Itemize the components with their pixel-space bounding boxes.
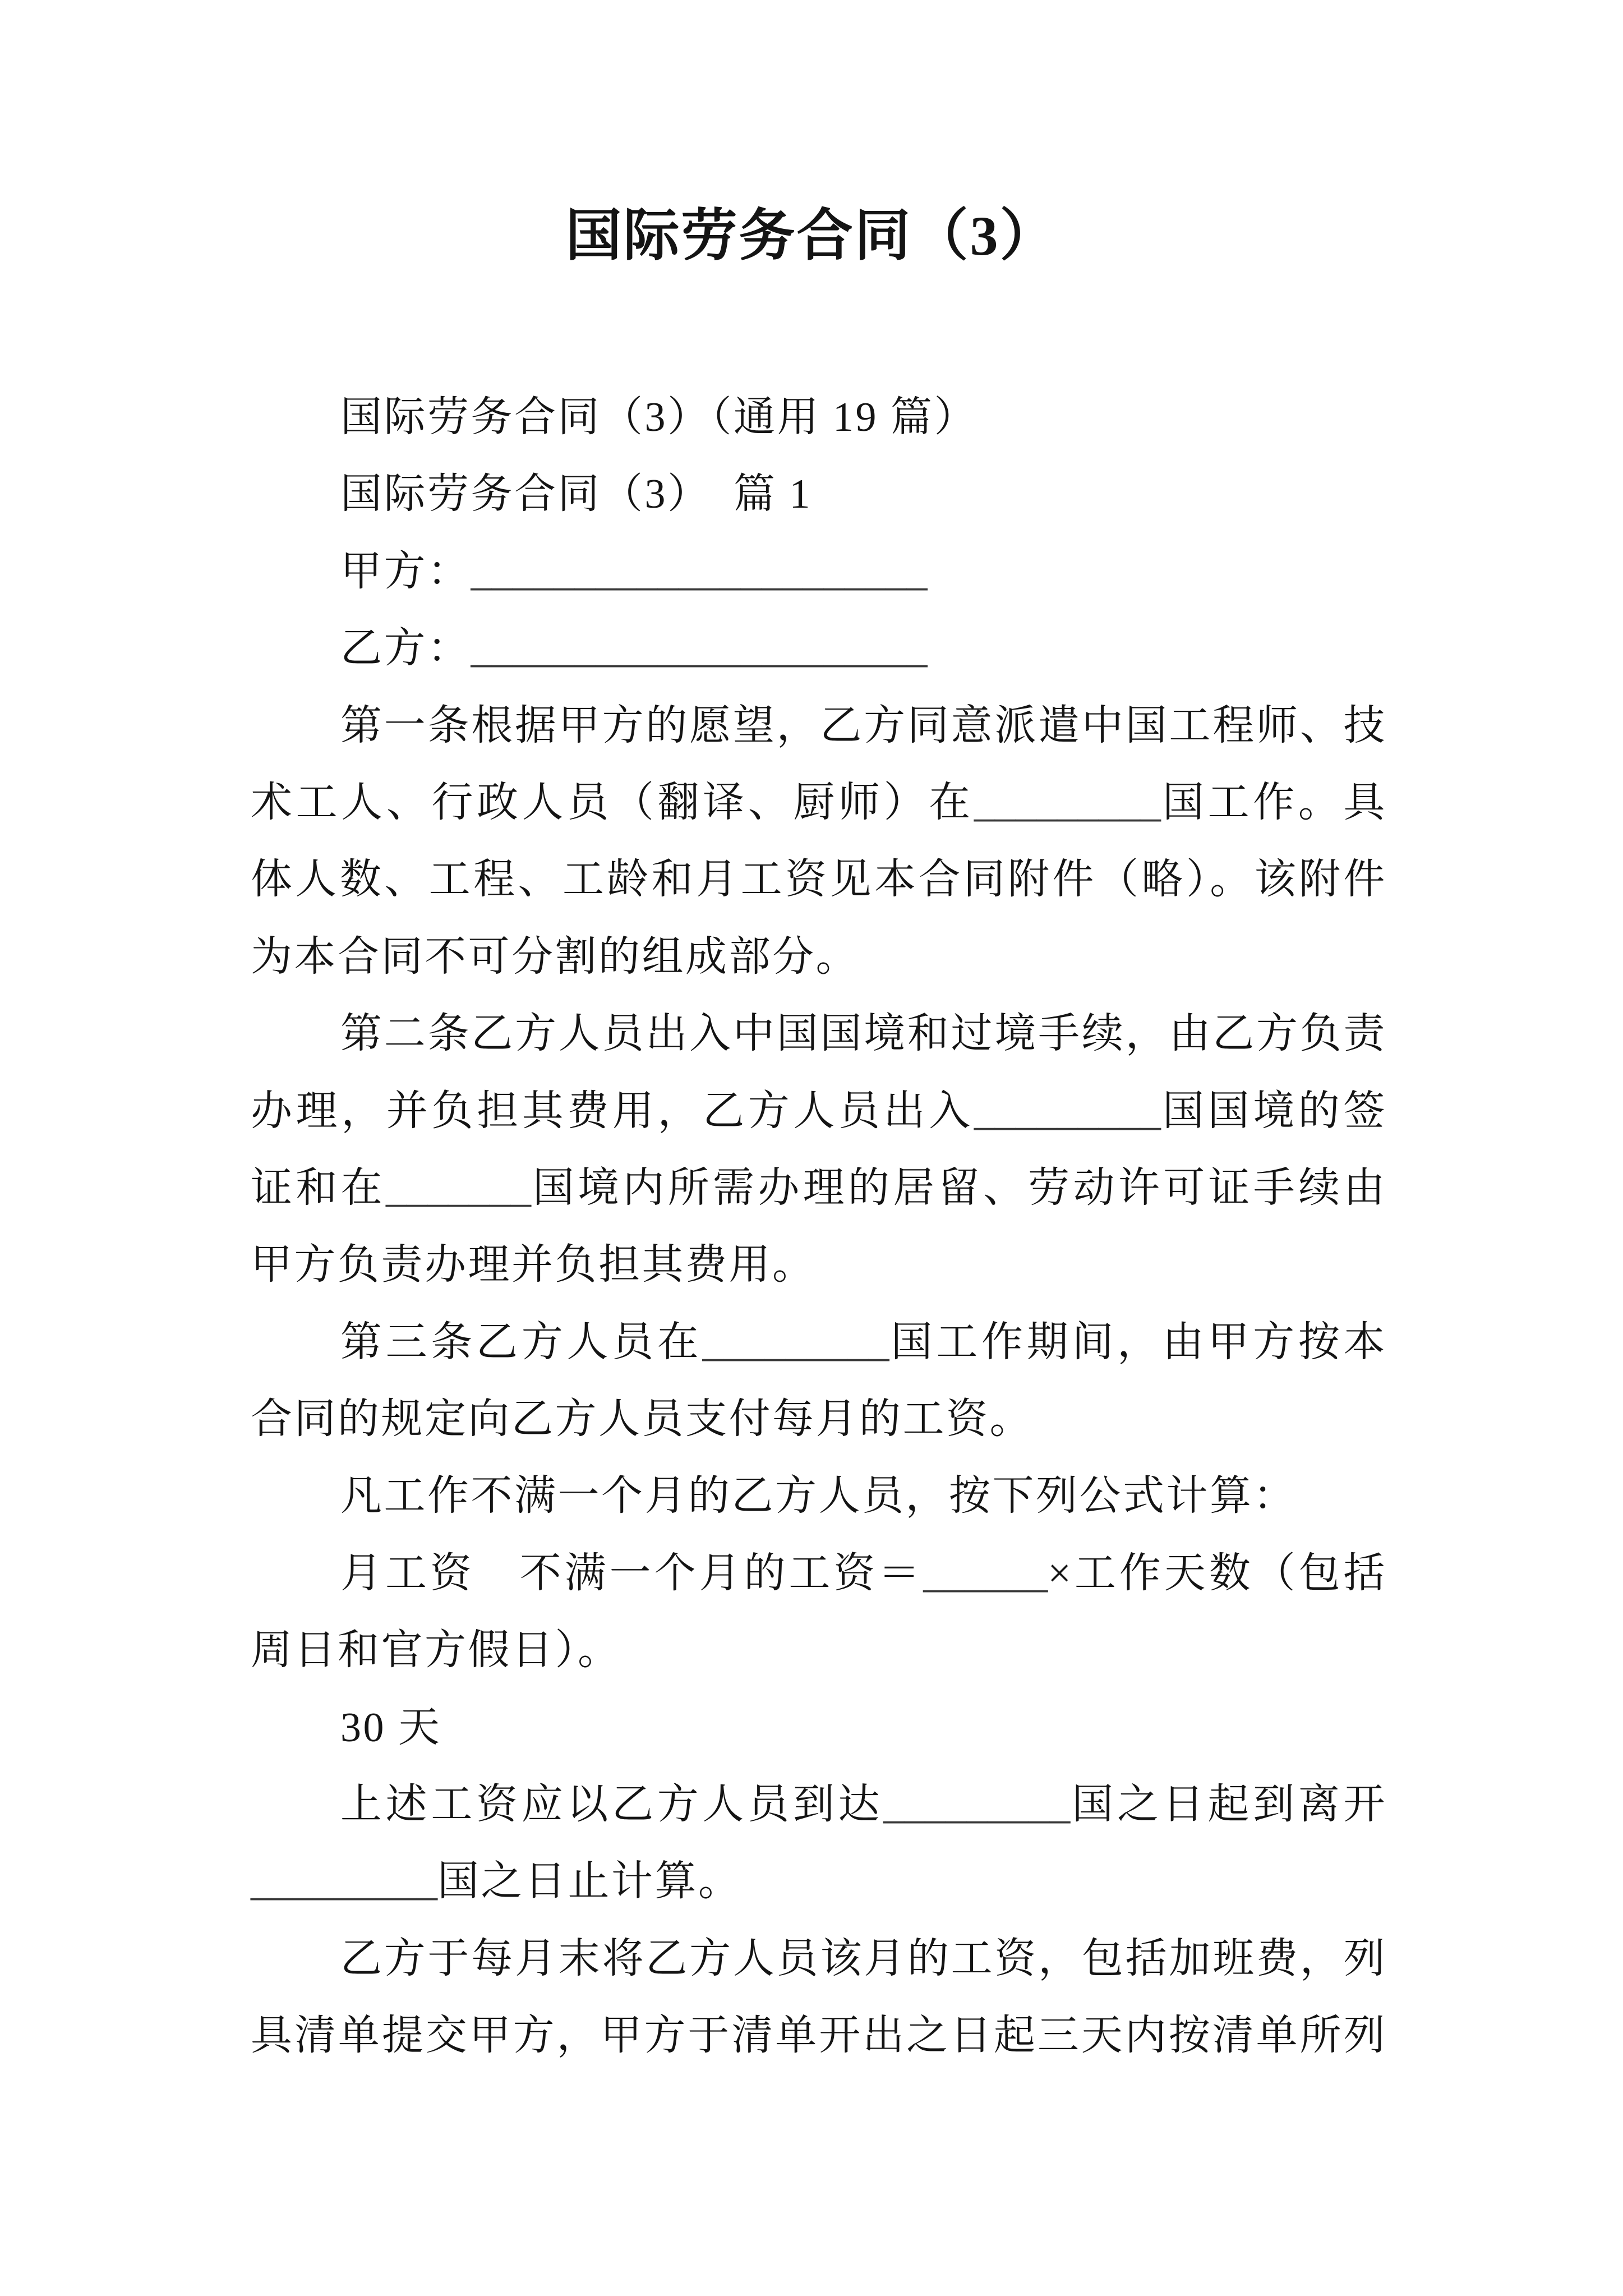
document-body <box>251 379 1387 2075</box>
blank-field: _________ <box>974 1088 1161 1134</box>
text-line: 30 天 <box>340 1704 442 1751</box>
blank-field: _________ <box>251 1858 437 1905</box>
paragraph-party-b <box>251 610 1387 687</box>
text-line: 甲方：______________________ <box>340 548 928 595</box>
blank-field: _______ <box>385 1165 531 1211</box>
blank-field: ______ <box>923 1550 1048 1596</box>
text-line: 甲方负责办理并负担其费用。 <box>251 1242 816 1289</box>
blank-field: _________ <box>974 779 1161 826</box>
text-line: 第一条根据甲方的愿望，乙方同意派遣中国工程师、技 <box>340 702 1387 749</box>
text-line: 第二条乙方人员出入中国国境和过境手续，由乙方负责 <box>340 1011 1387 1057</box>
paragraph-party-a <box>251 533 1387 610</box>
blank-field: _________ <box>702 1319 889 1365</box>
text-line: 体人数、工程、工龄和月工资见本合同附件（略）。该附件 <box>251 857 1387 903</box>
blank-field: ______________________ <box>471 625 928 672</box>
text-line: 上述工资应以乙方人员到达_________国之日起到离开 <box>340 1782 1387 1828</box>
text-line: 具清单提交甲方，甲方于清单开出之日起三天内按清单所列 <box>251 2013 1387 2059</box>
text-line: _________国之日止计算。 <box>251 1858 742 1905</box>
paragraph-article-3 <box>251 1304 1387 1458</box>
text-line: 办理，并负担其费用，乙方人员出入_________国国境的签 <box>251 1088 1387 1134</box>
paragraph-formula-intro <box>251 1458 1387 1535</box>
paragraph-formula-denominator <box>251 1690 1387 1766</box>
text-line: 国际劳务合同（3） 篇 1 <box>340 471 812 518</box>
paragraph-section-heading <box>251 456 1387 533</box>
document-title: 国际劳务合同（3） <box>565 205 1058 267</box>
text-line: 乙方：______________________ <box>340 625 928 672</box>
text-line: 国际劳务合同（3）（通用 19 篇） <box>340 394 978 440</box>
text-line: 凡工作不满一个月的乙方人员，按下列公式计算： <box>340 1473 1297 1520</box>
text-line: 合同的规定向乙方人员支付每月的工资。 <box>251 1396 1033 1443</box>
text-line: 周日和官方假日）。 <box>251 1627 621 1674</box>
paragraph-article-1 <box>251 688 1387 996</box>
text-line: 为本合同不可分割的组成部分。 <box>251 933 859 980</box>
text-line: 证和在_______国境内所需办理的居留、劳动许可证手续由 <box>251 1165 1387 1211</box>
text-line: 第三条乙方人员在_________国工作期间，由甲方按本 <box>340 1319 1387 1365</box>
paragraph-article-2 <box>251 996 1387 1304</box>
text-line: 术工人、行政人员（翻译、厨师）在_________国工作。具 <box>251 779 1387 826</box>
text-line: 月工资 不满一个月的工资＝______×工作天数（包括 <box>340 1550 1387 1596</box>
text-line: 乙方于每月末将乙方人员该月的工资，包括加班费，列 <box>340 1935 1387 1982</box>
paragraph-subtitle <box>251 379 1387 456</box>
paragraph-wage-period <box>251 1766 1387 1921</box>
paragraph-wage-payment <box>251 1921 1387 2075</box>
blank-field: _________ <box>883 1782 1071 1828</box>
blank-field: ______________________ <box>471 548 928 595</box>
paragraph-formula <box>251 1535 1387 1690</box>
